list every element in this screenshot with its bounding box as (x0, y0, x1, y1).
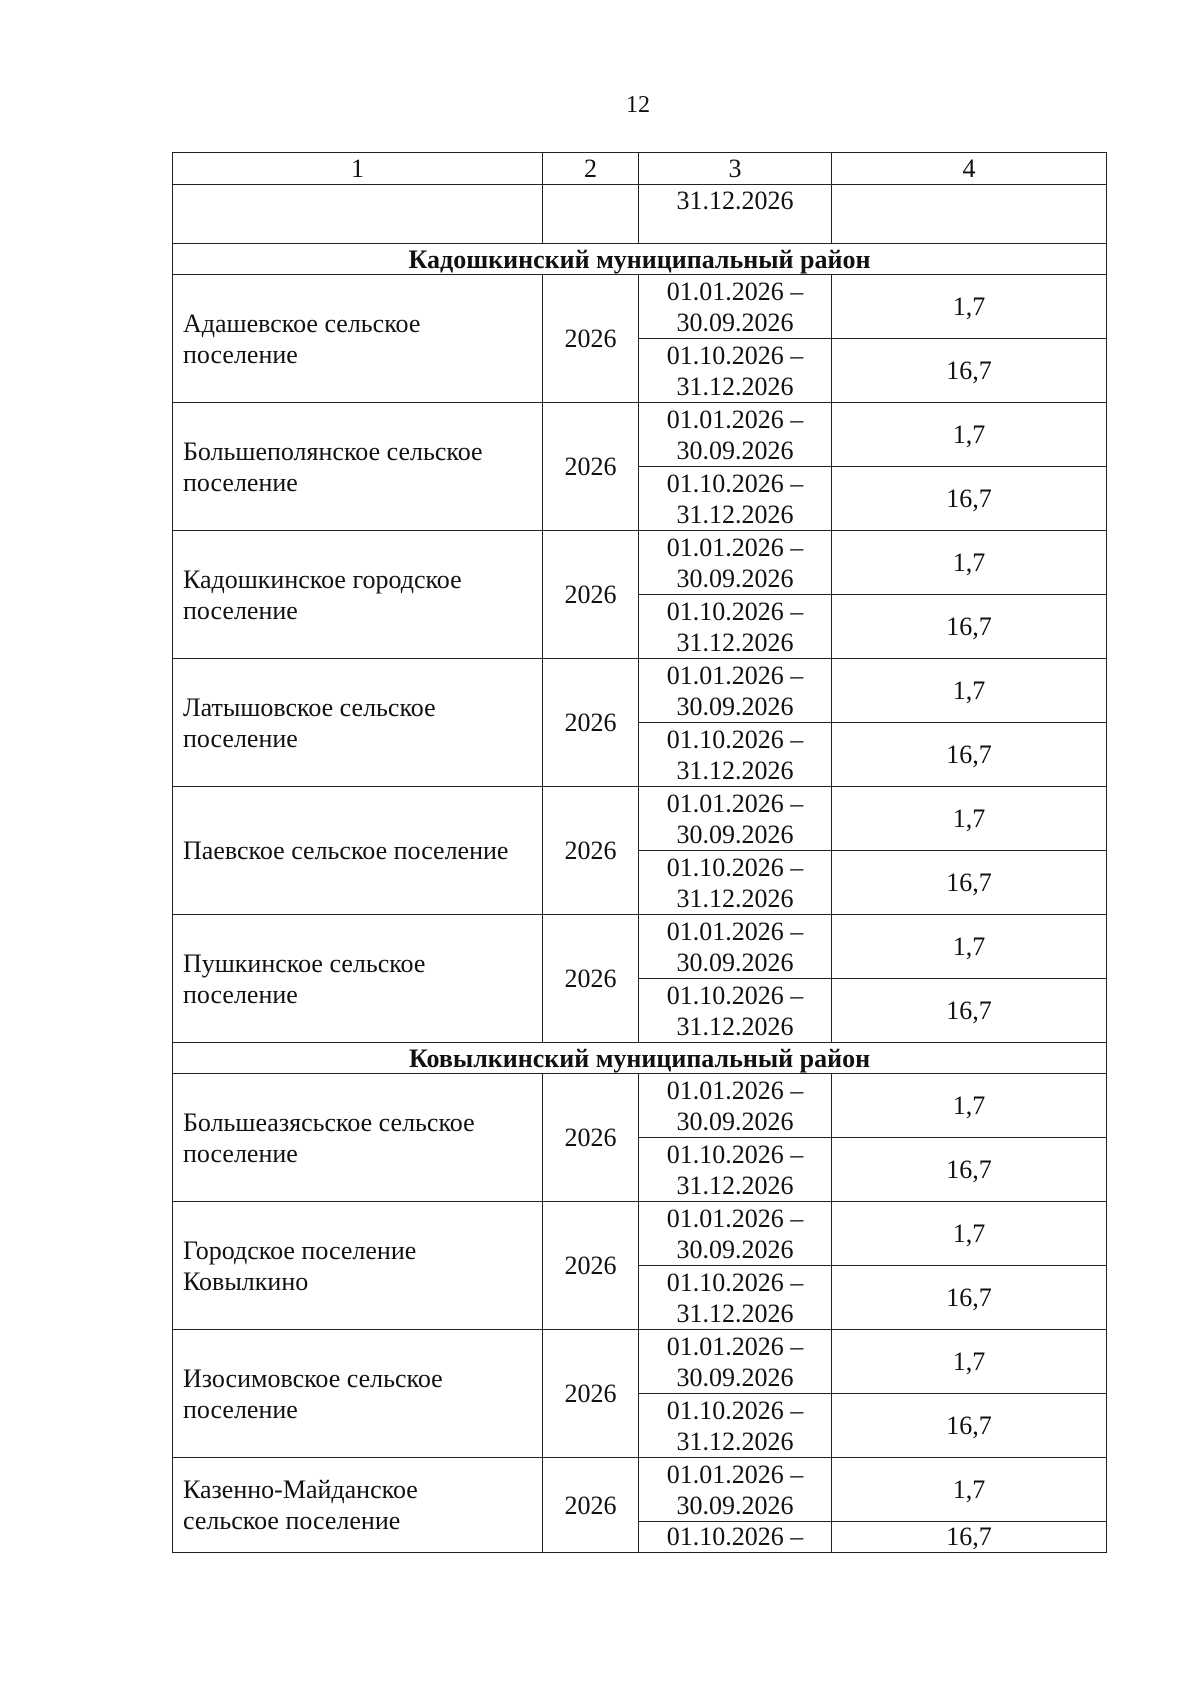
rate-value: 16,7 (832, 1394, 1107, 1458)
column-header-3: 3 (639, 153, 832, 185)
period-to: 30.09.2026 (676, 819, 794, 849)
settlement-name-line: поселение (183, 1138, 298, 1168)
period-to: 31.12.2026 (676, 627, 794, 657)
period-cell (639, 1522, 832, 1553)
period-cell (639, 1330, 832, 1394)
period-from: 01.01.2026 – (666, 1459, 804, 1489)
period-from: 01.10.2026 – (666, 1139, 804, 1169)
rate-value: 16,7 (832, 723, 1107, 787)
period-cell (639, 531, 832, 595)
rate-value: 16,7 (832, 595, 1107, 659)
period-cell (639, 1266, 832, 1330)
period-to: 30.09.2026 (676, 1362, 794, 1392)
rate-value: 1,7 (832, 1074, 1107, 1138)
rate-value: 1,7 (832, 1330, 1107, 1394)
rate-value: 1,7 (832, 915, 1107, 979)
data-table (172, 152, 1107, 1553)
year-cell: 2026 (543, 1202, 639, 1330)
rate-value: 1,7 (832, 275, 1107, 339)
settlement-name-line: поселение (183, 467, 298, 497)
table-row (173, 1458, 1107, 1522)
table-row (173, 659, 1107, 723)
rate-value: 1,7 (832, 659, 1107, 723)
period-from: 01.10.2026 – (666, 1395, 804, 1425)
period-cell (639, 275, 832, 339)
period-from: 01.01.2026 – (666, 788, 804, 818)
period-cell (639, 851, 832, 915)
period-cell (639, 659, 832, 723)
continuation-year-cell (543, 185, 639, 244)
table-row (173, 403, 1107, 467)
period-to: 30.09.2026 (676, 1106, 794, 1136)
settlement-name-line: Кадошкинское городское (183, 564, 462, 594)
settlement-name (173, 531, 543, 659)
period-to: 30.09.2026 (676, 563, 794, 593)
table-row (173, 1074, 1107, 1138)
table-row (173, 1202, 1107, 1266)
rate-value: 16,7 (832, 467, 1107, 531)
settlement-name-line: Латышовское сельское (183, 692, 436, 722)
continuation-row (173, 185, 1107, 244)
period-from: 01.01.2026 – (666, 1203, 804, 1233)
period-from: 01.01.2026 – (666, 1331, 804, 1361)
period-cell (639, 1394, 832, 1458)
period-to: 31.12.2026 (676, 371, 794, 401)
year-cell: 2026 (543, 659, 639, 787)
header-row (173, 153, 1107, 185)
period-to: 30.09.2026 (676, 691, 794, 721)
settlement-name (173, 275, 543, 403)
year-cell: 2026 (543, 915, 639, 1043)
district-header-row (173, 1043, 1107, 1074)
column-header-4: 4 (832, 153, 1107, 185)
settlement-name-line: Большеполянское сельское (183, 436, 483, 466)
table-row (173, 787, 1107, 851)
settlement-name-line: Адашевское сельское (183, 308, 421, 338)
settlement-name-line: поселение (183, 595, 298, 625)
period-to: 31.12.2026 (676, 883, 794, 913)
settlement-name-line: поселение (183, 723, 298, 753)
year-cell: 2026 (543, 531, 639, 659)
period-cell (639, 467, 832, 531)
settlement-name (173, 1458, 543, 1553)
period-from: 01.01.2026 – (666, 1075, 804, 1105)
period-from: 01.01.2026 – (666, 660, 804, 690)
period-from: 01.10.2026 – (666, 1522, 804, 1551)
district-header-row (173, 244, 1107, 275)
rate-value: 1,7 (832, 1202, 1107, 1266)
period-from: 01.01.2026 – (666, 532, 804, 562)
year-cell: 2026 (543, 275, 639, 403)
settlement-name-line: поселение (183, 1394, 298, 1424)
period-from: 01.01.2026 – (666, 404, 804, 434)
settlement-name (173, 1074, 543, 1202)
column-header-2: 2 (543, 153, 639, 185)
settlement-name (173, 915, 543, 1043)
rate-value: 16,7 (832, 1138, 1107, 1202)
period-from: 01.10.2026 – (666, 980, 804, 1010)
settlement-name-line: Казенно-Майданское (183, 1475, 418, 1504)
column-header-1: 1 (173, 153, 543, 185)
period-cell (639, 1458, 832, 1522)
period-to: 31.12.2026 (676, 1298, 794, 1328)
district-title: Кадошкинский муниципальный район (173, 244, 1107, 275)
rate-value: 16,7 (832, 851, 1107, 915)
district-title: Ковылкинский муниципальный район (173, 1043, 1107, 1074)
period-from: 01.10.2026 – (666, 724, 804, 754)
settlement-name-line: сельское поселение (183, 1506, 401, 1535)
table-row (173, 915, 1107, 979)
period-cell (639, 1202, 832, 1266)
table-body (173, 153, 1107, 1553)
rate-value: 1,7 (832, 531, 1107, 595)
period-from: 01.10.2026 – (666, 340, 804, 370)
period-to: 31.12.2026 (676, 1170, 794, 1200)
settlement-name-line: поселение (183, 979, 298, 1009)
rate-value: 1,7 (832, 787, 1107, 851)
period-cell (639, 979, 832, 1043)
period-to: 31.12.2026 (676, 1011, 794, 1041)
period-cell (639, 403, 832, 467)
period-from: 01.10.2026 – (666, 468, 804, 498)
period-from: 01.01.2026 – (666, 276, 804, 306)
period-to: 30.09.2026 (676, 1490, 794, 1520)
table-row (173, 1330, 1107, 1394)
period-from: 01.10.2026 – (666, 852, 804, 882)
rate-value: 16,7 (832, 1266, 1107, 1330)
settlement-name (173, 787, 543, 915)
rate-value: 16,7 (832, 979, 1107, 1043)
period-from: 01.10.2026 – (666, 1267, 804, 1297)
period-to: 31.12.2026 (676, 755, 794, 785)
settlement-name-line: Пушкинское сельское (183, 948, 426, 978)
table-row (173, 531, 1107, 595)
rate-value: 1,7 (832, 1458, 1107, 1522)
period-cell (639, 787, 832, 851)
period-to: 30.09.2026 (676, 947, 794, 977)
period-cell (639, 723, 832, 787)
page-number: 12 (626, 92, 650, 118)
settlement-name-line: Городское поселение (183, 1235, 417, 1265)
settlement-name-line: Паевское сельское поселение (183, 836, 509, 865)
year-cell: 2026 (543, 403, 639, 531)
settlement-name-line: поселение (183, 339, 298, 369)
settlement-name-line: Изосимовское сельское (183, 1363, 443, 1393)
year-cell: 2026 (543, 1458, 639, 1553)
year-cell: 2026 (543, 787, 639, 915)
continuation-value-cell (832, 185, 1107, 244)
settlement-name (173, 659, 543, 787)
settlement-name-line: Ковылкино (183, 1266, 309, 1296)
settlement-name (173, 1330, 543, 1458)
period-to: 30.09.2026 (676, 307, 794, 337)
period-to: 30.09.2026 (676, 435, 794, 465)
settlement-name (173, 403, 543, 531)
period-cell (639, 595, 832, 659)
rate-value: 1,7 (832, 403, 1107, 467)
rate-value: 16,7 (832, 1522, 1107, 1553)
period-from: 01.10.2026 – (666, 596, 804, 626)
period-cell (639, 1138, 832, 1202)
period-cell (639, 1074, 832, 1138)
period-cell (639, 915, 832, 979)
period-to: 31.12.2026 (676, 499, 794, 529)
year-cell: 2026 (543, 1330, 639, 1458)
settlement-name (173, 1202, 543, 1330)
table-row (173, 275, 1107, 339)
rate-value: 16,7 (832, 339, 1107, 403)
continuation-date: 31.12.2026 (639, 185, 832, 244)
period-to: 31.12.2026 (676, 1426, 794, 1456)
period-from: 01.01.2026 – (666, 916, 804, 946)
continuation-name-cell (173, 185, 543, 244)
period-cell (639, 339, 832, 403)
period-to: 30.09.2026 (676, 1234, 794, 1264)
year-cell: 2026 (543, 1074, 639, 1202)
settlement-name-line: Большеазясьское сельское (183, 1107, 475, 1137)
